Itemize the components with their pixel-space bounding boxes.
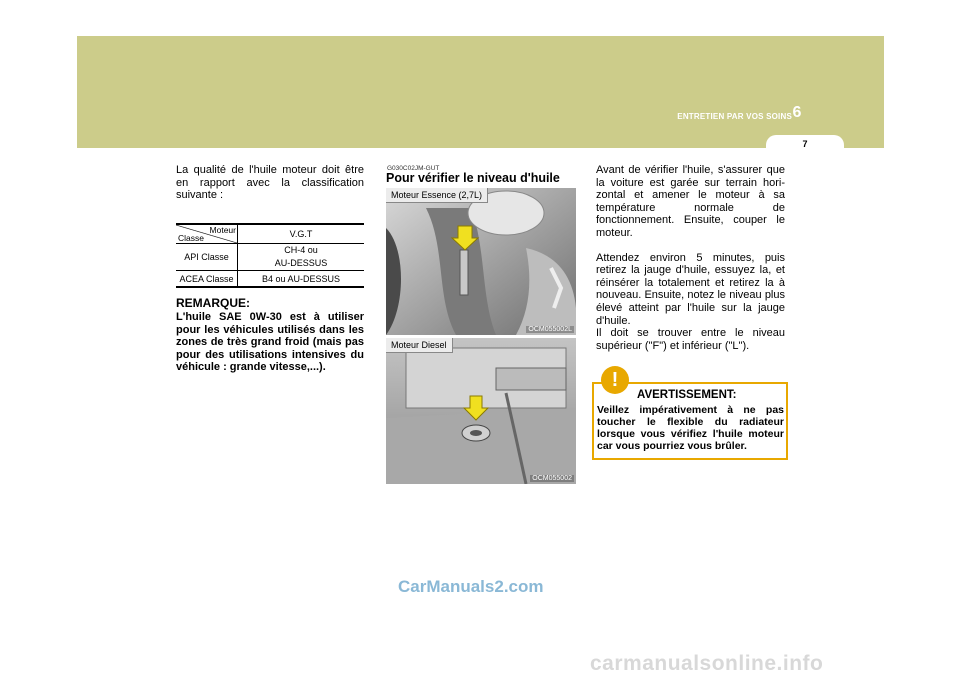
diesel-engine-photo xyxy=(386,338,576,484)
gasoline-engine-photo xyxy=(386,188,576,335)
table-value-acea: B4 ou AU-DESSUS xyxy=(238,271,365,288)
warning-text: Veillez impérativement à ne pas toucher le flexible du radiateur lorsque vous vérifiez l'huile moteur car vous pourriez vous brûler. xyxy=(597,404,784,452)
table-value-line: CH-4 ou xyxy=(284,245,318,255)
table-value-line: AU-DESSUS xyxy=(274,258,328,268)
table-row xyxy=(176,271,364,288)
section-title: ENTRETIEN PAR VOS SOINS xyxy=(677,112,792,121)
intro-text: La qualité de l'huile moteur doit être en rapport avec la classification suivante : xyxy=(176,164,364,202)
photo-code-gasoline: OCM055002L xyxy=(528,326,572,333)
remarque-heading: REMARQUE: xyxy=(176,296,250,310)
oil-classification-table xyxy=(176,223,364,288)
header-banner xyxy=(77,36,884,148)
paragraph: Avant de vérifier l'huile, s'assurer que la voiture est garée sur terrain hori-zontal et amener le moteur à sa température normale de fonctionnement. Ensuite, couper le moteur. xyxy=(596,164,785,239)
paragraph: Attendez environ 5 minutes, puis retirez la jauge d'huile, essuyez la, et réinsérer la totalement et retirez la à nouveau. Ensuite, notez le niveau plus élevé atteint par l'huile sur la jauge d'huile. xyxy=(596,251,785,327)
instructions-text xyxy=(596,164,785,352)
table-row xyxy=(176,224,364,244)
table-header-vgt: V.G.T xyxy=(238,224,365,244)
section-code: G030C02JM-GUT xyxy=(387,165,440,172)
watermark-top: CarManuals2.com xyxy=(398,577,544,596)
watermark-bottom: carmanualsonline.info xyxy=(590,652,824,675)
photo-code-diesel: OCM055002 xyxy=(532,475,572,482)
photo-label-gasoline: Moteur Essence (2,7L) xyxy=(386,188,488,203)
table-label-api: API Classe xyxy=(176,244,238,271)
table-corner-cell xyxy=(176,224,238,244)
corner-label-class: Classe xyxy=(178,233,204,243)
warning-heading: AVERTISSEMENT: xyxy=(637,389,737,401)
table-label-acea: ACEA Classe xyxy=(176,271,238,288)
corner-label-engine: Moteur xyxy=(209,225,236,235)
section-title-oil-level: Pour vérifier le niveau d'huile xyxy=(386,171,560,185)
paragraph: Il doit se trouver entre le niveau supérieur ("F") et inférieur ("L"). xyxy=(596,327,785,352)
chapter-number: 6 xyxy=(792,104,802,121)
photo-label-diesel: Moteur Diesel xyxy=(386,338,453,353)
warning-icon: ! xyxy=(601,366,629,394)
table-value-api xyxy=(238,244,365,271)
table-row xyxy=(176,244,364,271)
page-number: 7 xyxy=(802,139,808,149)
remarque-text: L'huile SAE 0W-30 est à utiliser pour les véhicules utilisés dans les zones de très grand froid (mais pas pour des utilisations intensives du véhicule : grande vitesse,...). xyxy=(176,311,364,374)
